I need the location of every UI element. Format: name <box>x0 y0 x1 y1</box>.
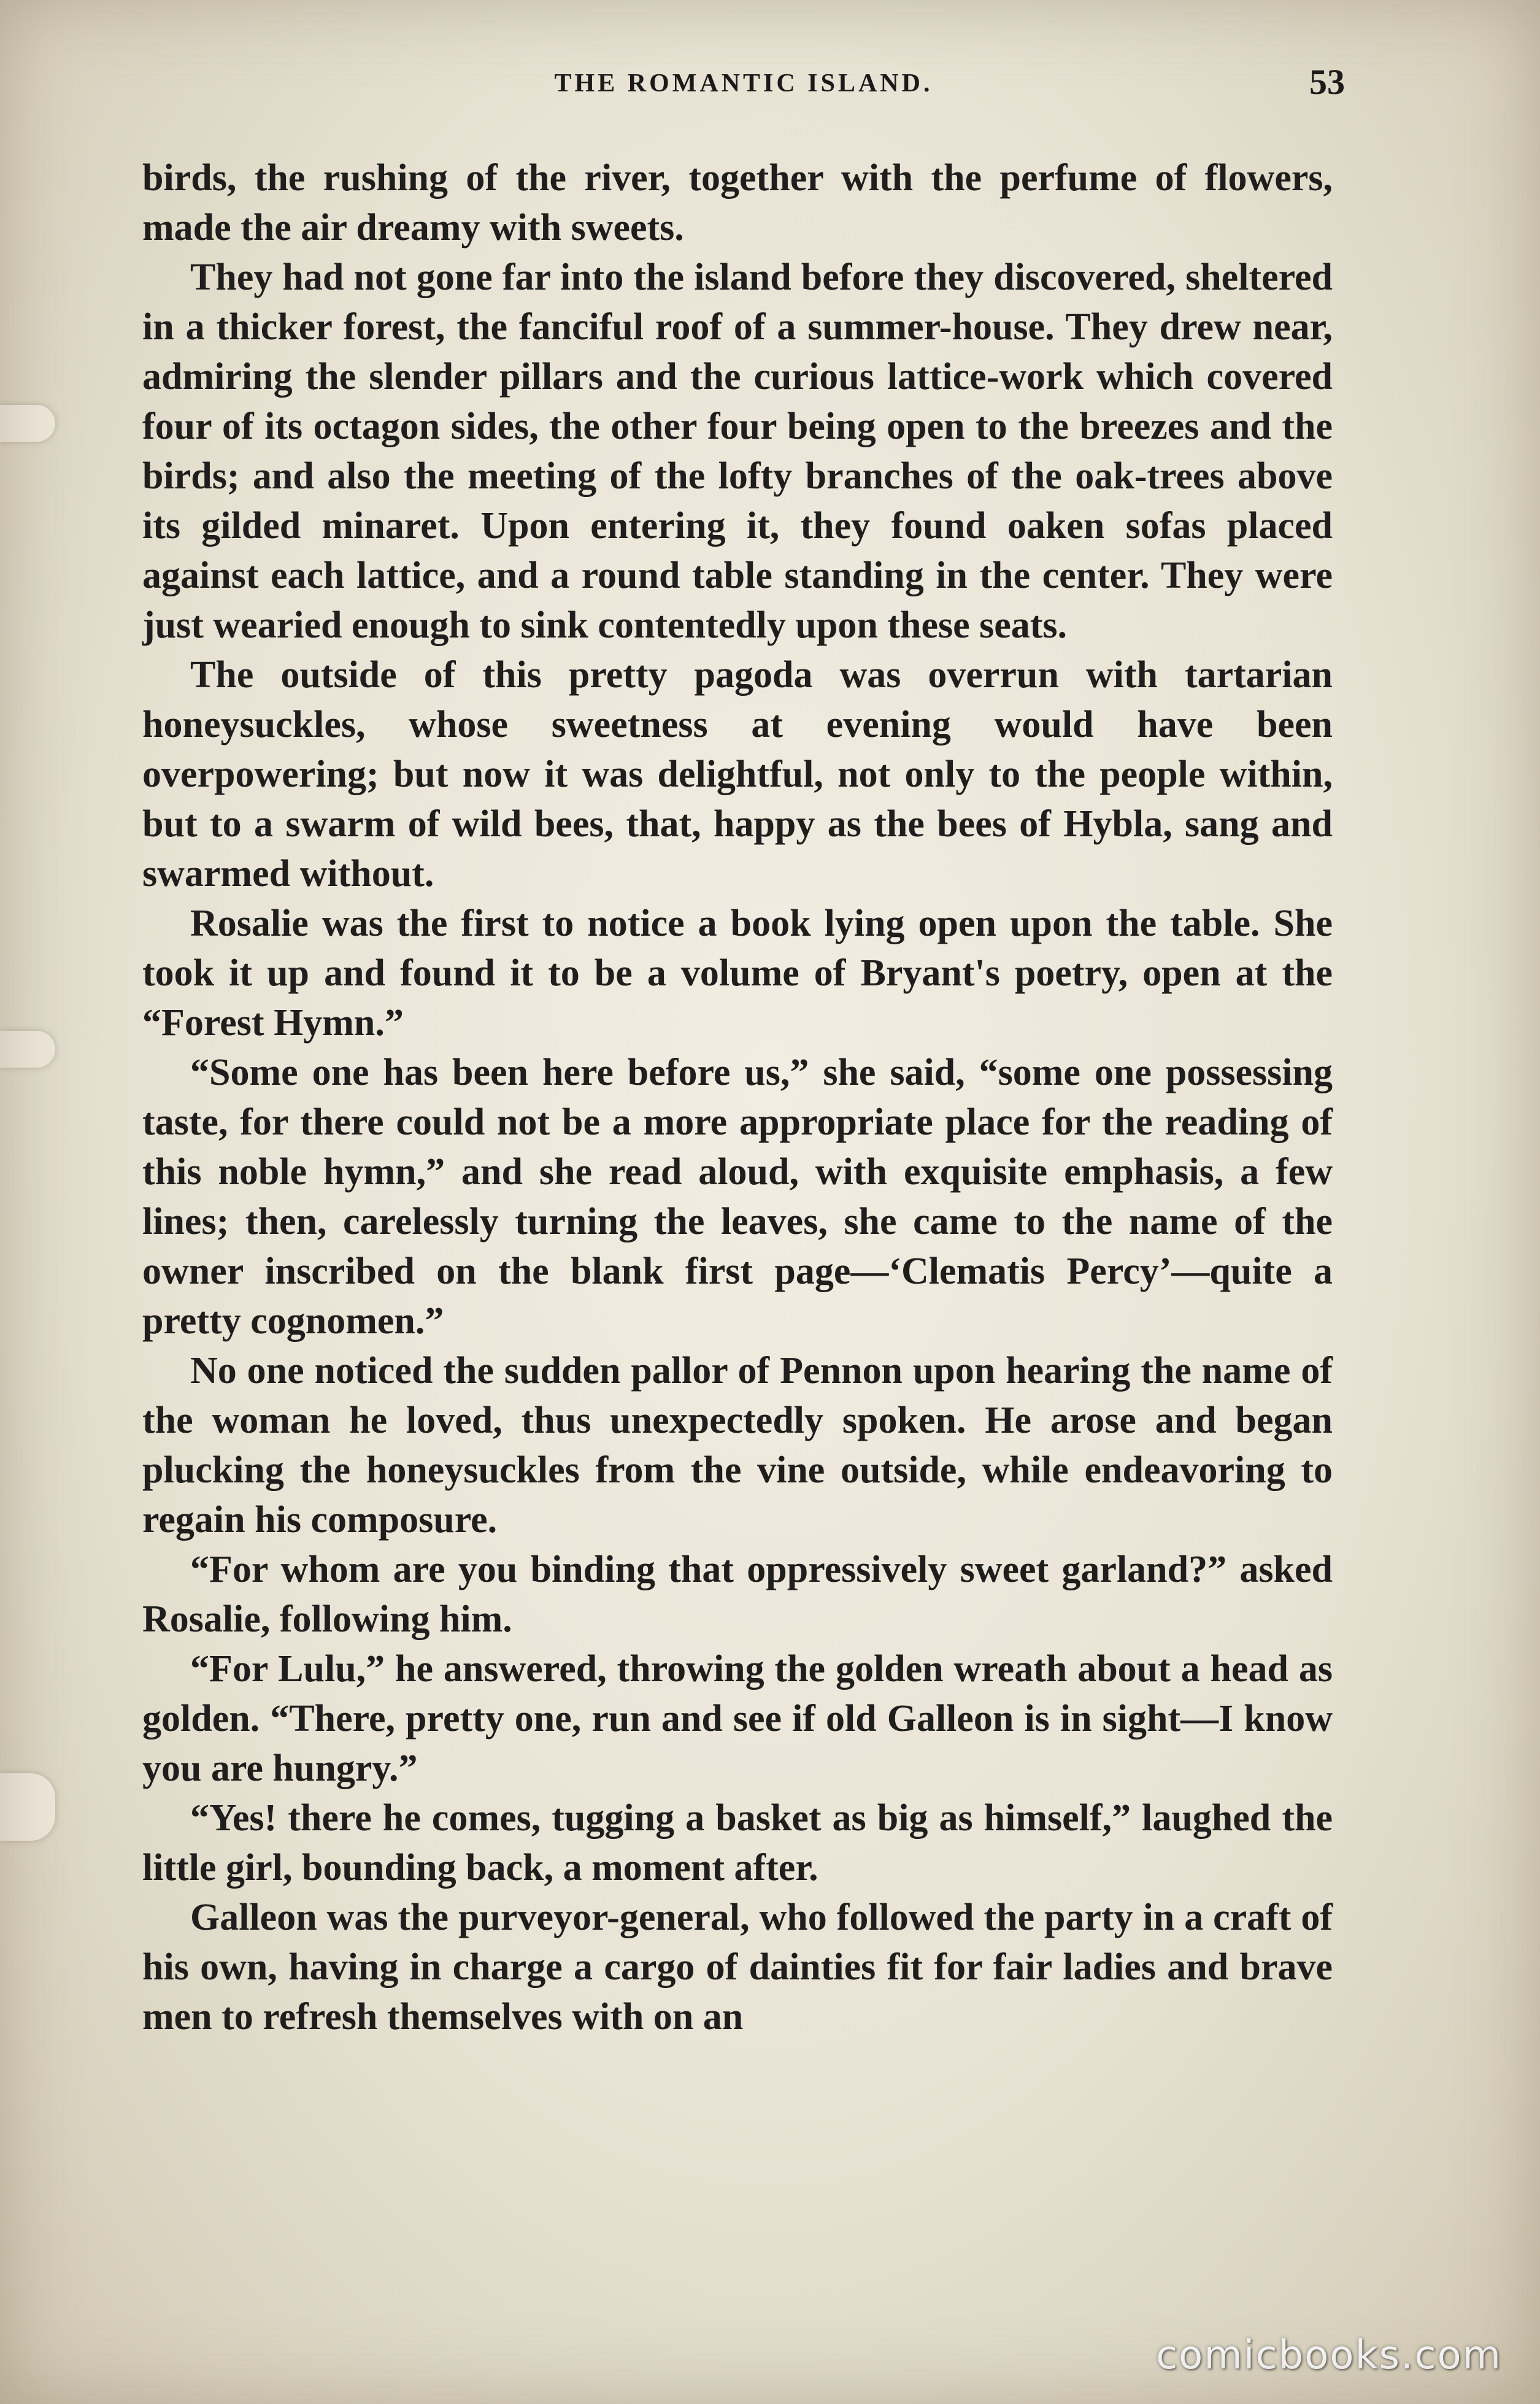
page-number: 53 <box>1309 62 1345 102</box>
paragraph: “For whom are you binding that oppressively sweet garland?” asked Rosalie, following him. <box>142 1549 1333 1640</box>
paper-tear <box>0 405 55 442</box>
paragraph: Galleon was the purveyor-general, who followed the party in a craft of his own, having in charge a cargo of dainties fit for fair ladies and brave men to refresh themselves with on an <box>142 1897 1333 2038</box>
paragraph: The outside of this pretty pagoda was overrun with tartarian honeysuckles, whose sweetness at evening would have been overpowering; but now it was delightful, not only to the people within, but to a swarm of wild bees, that, happy as the bees of Hybla, sang and swarmed without. <box>142 654 1333 895</box>
watermark: comicbooks.com <box>1155 2333 1502 2378</box>
body-text <box>142 153 1333 2042</box>
paragraph: “Yes! there he comes, tugging a basket as big as himself,” laughed the little girl, bounding back, a moment after. <box>142 1797 1333 1889</box>
paper-tear <box>0 1031 55 1068</box>
paragraph: “Some one has been here before us,” she said, “some one possessing taste, for there could not be a more appropriate place for the reading of this noble hymn,” and she read aloud, with exquisite emphasis, a few lines; then, carelessly turning the leaves, she came to the name of the owner inscribed on the blank first page—‘Clematis Percy’—quite a pretty cognomen.” <box>142 1052 1333 1342</box>
paragraph: birds, the rushing of the river, together with the perfume of flowers, made the air dreamy with sweets. <box>142 157 1333 248</box>
paragraph: “For Lulu,” he answered, throwing the golden wreath about a head as golden. “There, pretty one, run and see if old Galleon is in sight—I know you are hungry.” <box>142 1648 1333 1789</box>
paragraph: They had not gone far into the island before they discovered, sheltered in a thicker forest, the fanciful roof of a summer-house. They drew near, admiring the slender pillars and the curious lattice-work which covered four of its octagon sides, the other four being open to the breezes and the birds; and also the meeting of the lofty branches of the oak-trees above its gilded minaret. Upon entering it, they found oaken sofas placed against each lattice, and a round table standing in the center. They were just wearied enough to sink contentedly upon these seats. <box>142 256 1333 646</box>
paragraph: Rosalie was the first to notice a book lying open upon the table. She took it up and found it to be a volume of Bryant's poetry, open at the “Forest Hymn.” <box>142 903 1333 1044</box>
page-header <box>142 61 1345 110</box>
running-title: THE ROMANTIC ISLAND. <box>554 69 933 98</box>
paragraph: No one noticed the sudden pallor of Pennon upon hearing the name of the woman he loved, thus unexpectedly spoken. He arose and began plucking the honeysuckles from the vine outside, while endeavoring to regain his composure. <box>142 1350 1333 1541</box>
paper-tear <box>0 1773 55 1841</box>
